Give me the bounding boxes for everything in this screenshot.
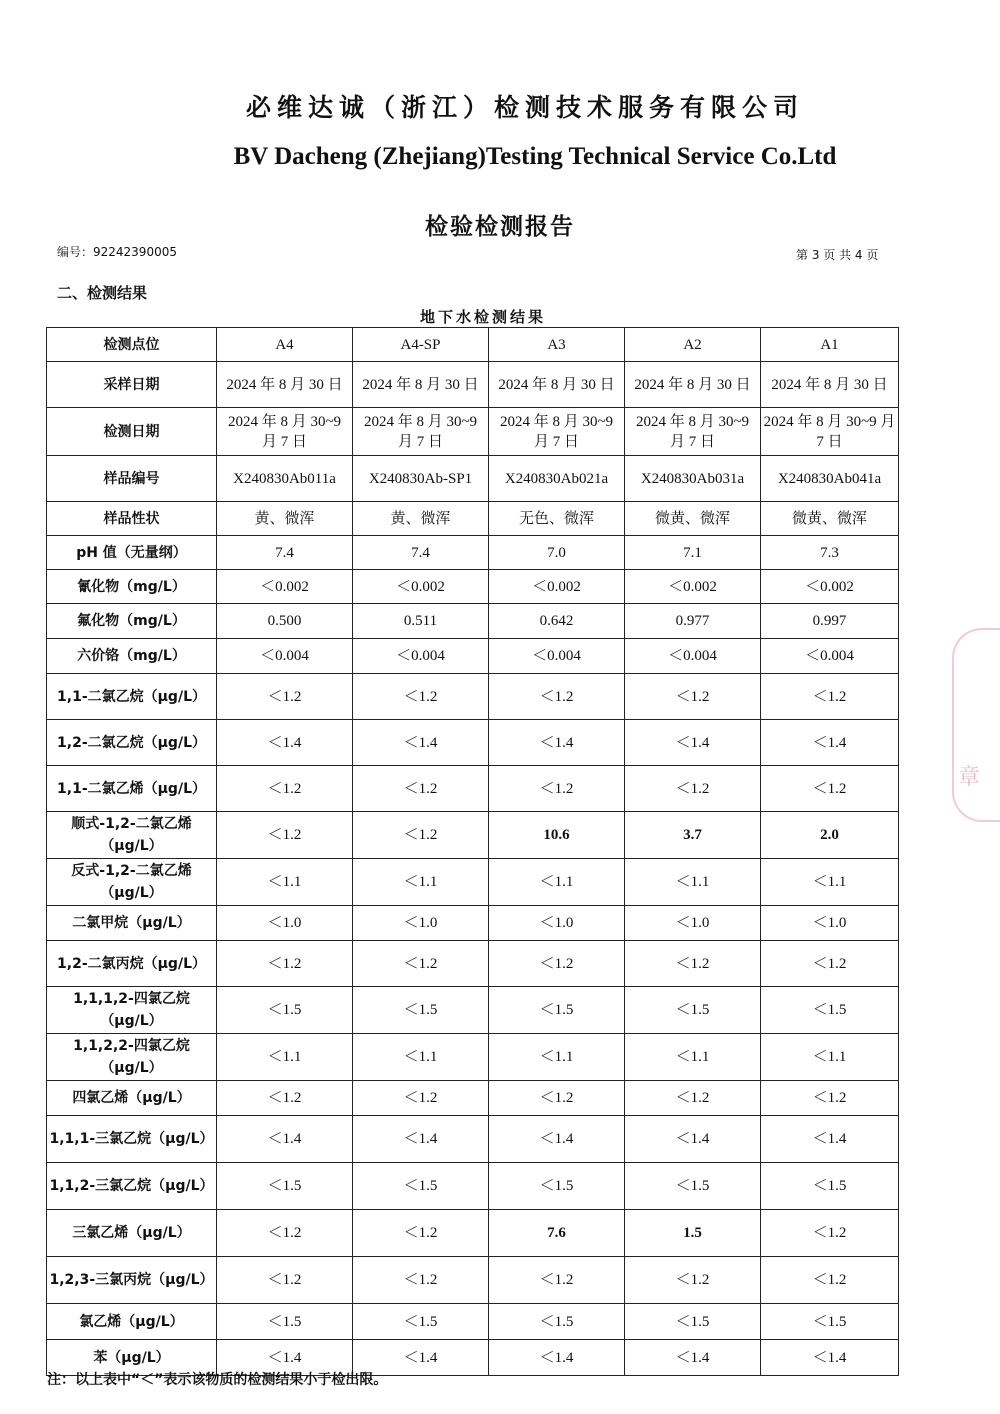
table-row — [47, 720, 899, 766]
table-cell: ＜1.2 — [489, 941, 625, 987]
table-cell: 7.1 — [625, 536, 761, 570]
table-cell: 黄、微浑 — [353, 502, 489, 536]
results-table-body — [47, 328, 899, 1376]
table-cell: 0.511 — [353, 604, 489, 639]
table-cell: ＜1.2 — [761, 766, 899, 812]
row-label: 样品编号 — [47, 456, 217, 502]
table-cell: ＜0.004 — [489, 639, 625, 674]
table-cell: ＜1.2 — [489, 1257, 625, 1304]
table-cell: ＜0.002 — [625, 570, 761, 604]
table-cell: ＜1.4 — [761, 720, 899, 766]
table-cell: ＜0.004 — [625, 639, 761, 674]
table-cell: ＜1.5 — [489, 1163, 625, 1210]
table-cell: ＜1.2 — [217, 941, 353, 987]
table-row — [47, 570, 899, 604]
table-cell: ＜1.1 — [625, 859, 761, 906]
table-row — [47, 536, 899, 570]
table-cell: 1.5 — [625, 1210, 761, 1257]
report-number: 编号：92242390005 — [57, 245, 177, 259]
footnote: 注：以上表中“＜”表示该物质的检测结果小于检出限。 — [47, 1372, 388, 1388]
table-cell: ＜1.2 — [625, 674, 761, 720]
column-header: A3 — [489, 328, 625, 362]
results-table — [46, 327, 899, 1376]
table-row — [47, 766, 899, 812]
table-cell: ＜1.5 — [761, 1304, 899, 1340]
table-cell: 2024 年 8 月 30 日 — [217, 362, 353, 408]
table-cell: 2024 年 8 月 30 日 — [353, 362, 489, 408]
table-cell: ＜1.5 — [217, 987, 353, 1034]
table-cell: ＜1.4 — [761, 1340, 899, 1376]
table-cell: ＜1.4 — [217, 720, 353, 766]
table-cell: 2024 年 8 月 30 日 — [489, 362, 625, 408]
table-cell: ＜1.2 — [353, 674, 489, 720]
table-cell: ＜1.2 — [353, 1210, 489, 1257]
row-label: 1,1,1,2-四氯乙烷（μg/L） — [47, 987, 217, 1034]
row-label: 反式-1,2-二氯乙烯（μg/L） — [47, 859, 217, 906]
table-row — [47, 362, 899, 408]
table-cell: ＜0.004 — [353, 639, 489, 674]
table-row — [47, 1257, 899, 1304]
table-cell: X240830Ab-SP1 — [353, 456, 489, 502]
table-cell: ＜1.5 — [353, 987, 489, 1034]
table-cell: 2024 年 8 月 30~9 月 7 日 — [489, 408, 625, 456]
table-cell: 7.4 — [353, 536, 489, 570]
column-header: A1 — [761, 328, 899, 362]
table-cell: ＜1.0 — [489, 906, 625, 941]
table-cell: ＜1.2 — [489, 766, 625, 812]
table-cell: 2.0 — [761, 812, 899, 859]
table-cell: ＜1.2 — [217, 1210, 353, 1257]
table-cell: ＜1.4 — [353, 1116, 489, 1163]
table-row — [47, 1163, 899, 1210]
table-cell: ＜1.1 — [489, 859, 625, 906]
row-label: 氯乙烯（μg/L） — [47, 1304, 217, 1340]
table-row — [47, 1116, 899, 1163]
table-cell: ＜0.002 — [761, 570, 899, 604]
table-row — [47, 987, 899, 1034]
table-cell: ＜1.4 — [625, 720, 761, 766]
table-row — [47, 1081, 899, 1116]
table-cell: 7.0 — [489, 536, 625, 570]
table-cell: ＜1.5 — [625, 987, 761, 1034]
table-cell: ＜1.1 — [489, 1034, 625, 1081]
table-row — [47, 639, 899, 674]
table-cell: ＜1.5 — [761, 1163, 899, 1210]
table-cell: ＜1.4 — [353, 1340, 489, 1376]
table-cell: ＜0.002 — [353, 570, 489, 604]
table-cell: 2024 年 8 月 30~9 月 7 日 — [761, 408, 899, 456]
table-row — [47, 1210, 899, 1257]
table-cell: ＜1.1 — [761, 859, 899, 906]
table-cell: X240830Ab031a — [625, 456, 761, 502]
row-label: 二氯甲烷（μg/L） — [47, 906, 217, 941]
table-cell: ＜1.1 — [625, 1034, 761, 1081]
table-cell: ＜0.002 — [217, 570, 353, 604]
table-cell: ＜1.2 — [489, 1081, 625, 1116]
table-cell: 7.6 — [489, 1210, 625, 1257]
table-cell: 0.642 — [489, 604, 625, 639]
table-row — [47, 604, 899, 639]
table-row — [47, 502, 899, 536]
table-cell: ＜1.2 — [353, 941, 489, 987]
table-cell: ＜1.5 — [217, 1304, 353, 1340]
row-label: 检测日期 — [47, 408, 217, 456]
column-header: A4-SP — [353, 328, 489, 362]
row-label: 1,1,1-三氯乙烷（μg/L） — [47, 1116, 217, 1163]
table-cell: 0.997 — [761, 604, 899, 639]
table-row — [47, 1304, 899, 1340]
table-cell: ＜1.5 — [625, 1304, 761, 1340]
table-cell: ＜1.5 — [353, 1163, 489, 1210]
table-row — [47, 941, 899, 987]
table-row — [47, 812, 899, 859]
table-cell: ＜1.5 — [353, 1304, 489, 1340]
table-cell: 2024 年 8 月 30~9 月 7 日 — [353, 408, 489, 456]
table-cell: 黄、微浑 — [217, 502, 353, 536]
row-label: 苯（μg/L） — [47, 1340, 217, 1376]
table-row — [47, 456, 899, 502]
section-heading: 二、检测结果 — [57, 284, 148, 302]
page-indicator: 第 3 页 共 4 页 — [796, 248, 879, 262]
table-cell: 10.6 — [489, 812, 625, 859]
table-cell: ＜0.002 — [489, 570, 625, 604]
table-cell: ＜1.4 — [489, 1340, 625, 1376]
row-label: 顺式-1,2-二氯乙烯（μg/L） — [47, 812, 217, 859]
table-cell: ＜1.2 — [761, 941, 899, 987]
table-cell: ＜1.2 — [353, 1081, 489, 1116]
row-label: 采样日期 — [47, 362, 217, 408]
row-label: 1,2-二氯丙烷（μg/L） — [47, 941, 217, 987]
stamp-seal-text: 章 — [958, 765, 981, 790]
table-cell: X240830Ab011a — [217, 456, 353, 502]
table-cell: ＜1.4 — [217, 1116, 353, 1163]
table-cell: ＜1.2 — [217, 1257, 353, 1304]
stamp-seal — [952, 628, 1000, 822]
table-cell: ＜1.2 — [353, 1257, 489, 1304]
table-cell: ＜0.004 — [217, 639, 353, 674]
row-label: 样品性状 — [47, 502, 217, 536]
table-cell: ＜1.2 — [217, 674, 353, 720]
table-row — [47, 1034, 899, 1081]
table-cell: 2024 年 8 月 30 日 — [625, 362, 761, 408]
table-cell: ＜1.2 — [625, 766, 761, 812]
row-label: 1,1,2-三氯乙烷（μg/L） — [47, 1163, 217, 1210]
table-cell: ＜1.2 — [625, 1081, 761, 1116]
table-caption: 地下水检测结果 — [420, 308, 547, 326]
table-cell: ＜1.2 — [761, 1210, 899, 1257]
company-name-en: BV Dacheng (Zhejiang)Testing Technical Service Co.Ltd — [233, 143, 837, 170]
table-cell: X240830Ab021a — [489, 456, 625, 502]
row-label: 1,2-二氯乙烷（μg/L） — [47, 720, 217, 766]
table-cell: 2024 年 8 月 30 日 — [761, 362, 899, 408]
row-label: 1,1,2,2-四氯乙烷（μg/L） — [47, 1034, 217, 1081]
table-cell: ＜1.0 — [353, 906, 489, 941]
row-label-header: 检测点位 — [47, 328, 217, 362]
table-cell: ＜1.2 — [353, 766, 489, 812]
row-label: 六价铬（mg/L） — [47, 639, 217, 674]
table-cell: ＜1.4 — [489, 1116, 625, 1163]
table-cell: ＜1.4 — [625, 1116, 761, 1163]
table-row — [47, 674, 899, 720]
table-cell: ＜1.2 — [625, 941, 761, 987]
table-cell: ＜1.2 — [217, 766, 353, 812]
table-cell: ＜1.5 — [625, 1163, 761, 1210]
table-cell: ＜1.1 — [217, 1034, 353, 1081]
table-cell: ＜1.4 — [489, 720, 625, 766]
table-header-row — [47, 328, 899, 362]
table-cell: ＜0.004 — [761, 639, 899, 674]
table-cell: 0.977 — [625, 604, 761, 639]
column-header: A2 — [625, 328, 761, 362]
table-cell: ＜1.4 — [625, 1340, 761, 1376]
report-title: 检验检测报告 — [425, 214, 575, 240]
table-cell: ＜1.0 — [625, 906, 761, 941]
row-label: pH 值（无量纲） — [47, 536, 217, 570]
table-cell: ＜1.5 — [761, 987, 899, 1034]
row-label: 氟化物（mg/L） — [47, 604, 217, 639]
row-label: 四氯乙烯（μg/L） — [47, 1081, 217, 1116]
table-cell: 微黄、微浑 — [625, 502, 761, 536]
table-cell: ＜1.1 — [353, 1034, 489, 1081]
table-cell: ＜1.1 — [353, 859, 489, 906]
table-cell: ＜1.2 — [625, 1257, 761, 1304]
table-cell: 2024 年 8 月 30~9 月 7 日 — [625, 408, 761, 456]
table-cell: ＜1.0 — [217, 906, 353, 941]
column-header: A4 — [217, 328, 353, 362]
table-cell: ＜1.2 — [217, 812, 353, 859]
table-cell: 0.500 — [217, 604, 353, 639]
table-cell: ＜1.5 — [489, 987, 625, 1034]
table-cell: ＜1.0 — [761, 906, 899, 941]
row-label: 1,2,3-三氯丙烷（μg/L） — [47, 1257, 217, 1304]
table-row — [47, 906, 899, 941]
table-cell: ＜1.4 — [353, 720, 489, 766]
table-cell: ＜1.2 — [217, 1081, 353, 1116]
table-cell: 3.7 — [625, 812, 761, 859]
table-cell: ＜1.1 — [761, 1034, 899, 1081]
table-cell: ＜1.1 — [217, 859, 353, 906]
table-row — [47, 408, 899, 456]
table-cell: 微黄、微浑 — [761, 502, 899, 536]
table-cell: 7.4 — [217, 536, 353, 570]
row-label: 1,1-二氯乙烷（μg/L） — [47, 674, 217, 720]
table-cell: 2024 年 8 月 30~9 月 7 日 — [217, 408, 353, 456]
table-cell: 无色、微浑 — [489, 502, 625, 536]
table-cell: X240830Ab041a — [761, 456, 899, 502]
row-label: 三氯乙烯（μg/L） — [47, 1210, 217, 1257]
row-label: 1,1-二氯乙烯（μg/L） — [47, 766, 217, 812]
table-cell: ＜1.2 — [489, 674, 625, 720]
table-cell: ＜1.4 — [761, 1116, 899, 1163]
table-cell: ＜1.4 — [217, 1340, 353, 1376]
table-cell: ＜1.5 — [217, 1163, 353, 1210]
row-label: 氰化物（mg/L） — [47, 570, 217, 604]
company-name-cn: 必维达诚（浙江）检测技术服务有限公司 — [245, 93, 804, 122]
table-cell: ＜1.2 — [761, 1081, 899, 1116]
table-cell: ＜1.2 — [761, 674, 899, 720]
table-row — [47, 859, 899, 906]
table-cell: ＜1.5 — [489, 1304, 625, 1340]
table-cell: ＜1.2 — [761, 1257, 899, 1304]
table-cell: ＜1.2 — [353, 812, 489, 859]
table-cell: 7.3 — [761, 536, 899, 570]
